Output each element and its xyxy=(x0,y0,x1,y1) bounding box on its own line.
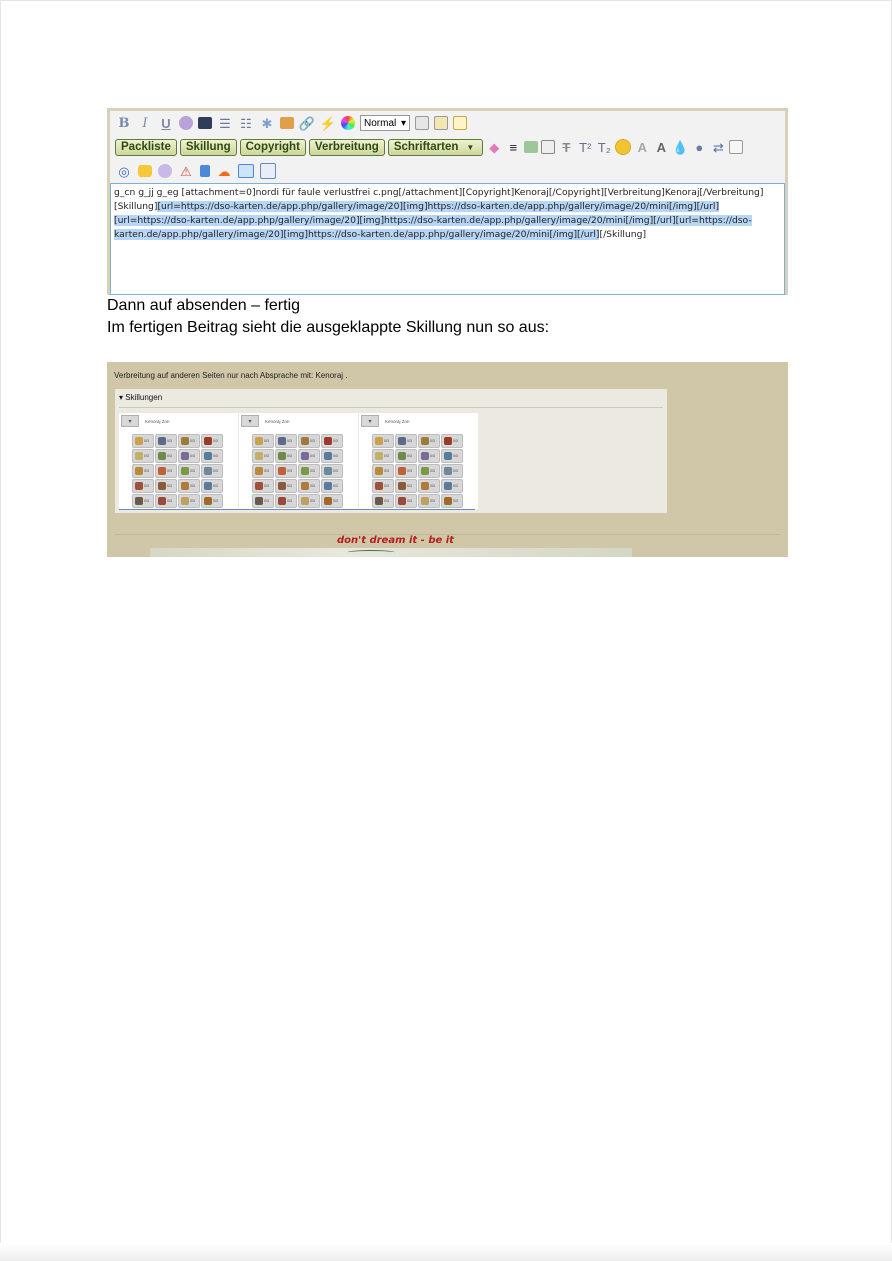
window-icon[interactable] xyxy=(541,140,555,154)
skill-grid xyxy=(372,434,463,508)
skill-icon xyxy=(324,437,332,445)
skill-level: 0/3 xyxy=(190,484,195,488)
box-icon[interactable] xyxy=(729,140,743,154)
speech-bubble-icon[interactable] xyxy=(158,164,172,178)
skill-cell xyxy=(178,434,200,448)
skill-level: 0/3 xyxy=(384,469,389,473)
content-selected: [url=https://dso-karten.de/app.php/gallery/image/20][img]https://dso-karten.de/app.php/gallery/image/20/mini[/img][/url][url=https://dso-karten.de/app.php/gallery/image/20][img]https://dso-karten.de/app.php/gallery/image/20/mini[/img][/url][url=https://dso-karten.de/app.php/gallery/image/20][img]https://dso-karten.de/app.php/gallery/image/20/mini[/img][/url] xyxy=(114,201,752,240)
skill-icon xyxy=(158,497,166,505)
skill-cell xyxy=(372,479,394,493)
skill-level: 0/3 xyxy=(287,484,292,488)
skill-icon xyxy=(421,452,429,460)
warning-icon[interactable]: ⚠ xyxy=(180,163,192,179)
skill-icon xyxy=(204,482,212,490)
skill-icon xyxy=(444,452,452,460)
skill-cell xyxy=(155,434,177,448)
skill-icon xyxy=(444,497,452,505)
skill-icon xyxy=(324,482,332,490)
message-textarea[interactable] xyxy=(110,183,785,295)
skill-cell xyxy=(298,494,320,508)
general-avatar-icon[interactable]: ▾ xyxy=(241,415,259,427)
skill-cell xyxy=(155,479,177,493)
skill-level: 0/3 xyxy=(407,454,412,458)
skill-level: 0/3 xyxy=(213,469,218,473)
skill-level: 0/3 xyxy=(167,484,172,488)
page-bottom-shadow xyxy=(0,1243,892,1261)
skill-panel xyxy=(359,413,478,509)
skill-icon xyxy=(181,437,189,445)
skill-level: 0/3 xyxy=(190,499,195,503)
schriftarten-dropdown[interactable] xyxy=(388,139,483,156)
skill-cell xyxy=(132,449,154,463)
skill-level: 0/3 xyxy=(407,484,412,488)
skill-level: 0/3 xyxy=(167,469,172,473)
chevron-down-icon: ▾ xyxy=(400,117,406,129)
skill-cell xyxy=(321,464,343,478)
spoiler-title[interactable]: ▾ Skillungen xyxy=(119,393,163,402)
skill-icon xyxy=(278,482,286,490)
info-icon[interactable] xyxy=(200,165,210,177)
drop-gray-icon[interactable]: ● xyxy=(695,139,704,155)
skill-level: 0/3 xyxy=(287,499,292,503)
skill-cell xyxy=(201,464,223,478)
skill-level: 0/3 xyxy=(287,439,292,443)
spoiler-bottom-line xyxy=(119,509,475,510)
skill-icon xyxy=(135,437,143,445)
skill-icon xyxy=(278,467,286,475)
skill-icon xyxy=(324,467,332,475)
skill-icon xyxy=(398,467,406,475)
video-icon[interactable] xyxy=(238,164,254,178)
skill-level: 0/3 xyxy=(430,439,435,443)
skill-level: 0/3 xyxy=(310,499,315,503)
skill-cell xyxy=(132,434,154,448)
skill-cell xyxy=(275,449,297,463)
skill-cell xyxy=(418,449,440,463)
skill-level: 0/3 xyxy=(384,499,389,503)
table-icon[interactable] xyxy=(524,141,538,153)
skill-panel xyxy=(239,413,358,509)
forum-post-screenshot xyxy=(107,362,788,557)
skill-icon xyxy=(301,452,309,460)
skill-level: 0/3 xyxy=(213,499,218,503)
drop-icon[interactable]: 💧 xyxy=(672,139,689,155)
skill-cell xyxy=(441,494,463,508)
skill-level: 0/3 xyxy=(453,454,458,458)
skill-level: 0/3 xyxy=(430,454,435,458)
skill-level: 0/3 xyxy=(453,484,458,488)
skill-icon xyxy=(324,497,332,505)
skill-icon xyxy=(444,482,452,490)
skill-icon xyxy=(444,467,452,475)
swap-icon[interactable]: ⇄ xyxy=(712,139,724,155)
copyright-button[interactable]: Copyright xyxy=(240,139,306,156)
skill-cell xyxy=(178,479,200,493)
skill-level: 0/3 xyxy=(407,439,412,443)
skillungen-spoiler[interactable] xyxy=(115,389,667,513)
skill-icon xyxy=(135,452,143,460)
skillung-button[interactable]: Skillung xyxy=(180,139,237,156)
skill-icon xyxy=(255,482,263,490)
skill-icon xyxy=(204,437,212,445)
skill-level: 0/3 xyxy=(167,454,172,458)
skill-panel-name: Kenoraj Zon xyxy=(265,418,290,424)
skill-cell xyxy=(155,464,177,478)
skill-icon xyxy=(398,437,406,445)
skill-level: 0/3 xyxy=(384,439,389,443)
skill-icon xyxy=(301,467,309,475)
packliste-button[interactable]: Packliste xyxy=(115,139,177,156)
color-icon[interactable] xyxy=(341,116,355,130)
skill-icon xyxy=(135,497,143,505)
bold-icon[interactable]: B xyxy=(118,115,130,131)
skill-panel-name: Kenoraj Zon xyxy=(145,418,170,424)
skill-icon xyxy=(204,452,212,460)
skill-level: 0/3 xyxy=(144,454,149,458)
skill-icon xyxy=(278,437,286,445)
signature-motto: don't dream it - be it xyxy=(337,535,454,546)
skill-level: 0/3 xyxy=(264,439,269,443)
skill-level: 0/3 xyxy=(310,469,315,473)
skill-cell xyxy=(275,464,297,478)
skill-cell xyxy=(441,434,463,448)
skill-cell xyxy=(395,494,417,508)
skill-icon xyxy=(255,437,263,445)
general-avatar-icon[interactable]: ▾ xyxy=(121,415,139,427)
skill-cell xyxy=(321,494,343,508)
skill-level: 0/3 xyxy=(310,484,315,488)
skill-level: 0/3 xyxy=(264,484,269,488)
editor-screenshot xyxy=(107,108,788,295)
skill-level: 0/3 xyxy=(144,484,149,488)
skill-level: 0/3 xyxy=(167,499,172,503)
skill-level: 0/3 xyxy=(310,439,315,443)
skill-icon xyxy=(135,482,143,490)
skill-icon xyxy=(301,497,309,505)
bullet-list-icon[interactable]: ☰ xyxy=(219,115,231,131)
skill-level: 0/3 xyxy=(190,469,195,473)
chevron-down-icon: ▼ xyxy=(466,142,475,152)
skill-icon xyxy=(444,437,452,445)
skill-cell xyxy=(441,449,463,463)
skill-cell xyxy=(395,479,417,493)
paste-format-icon[interactable] xyxy=(453,116,467,130)
spoiler-divider xyxy=(119,407,663,408)
skill-cell xyxy=(155,449,177,463)
skill-level: 0/3 xyxy=(453,499,458,503)
skill-panel-header xyxy=(361,415,476,427)
skill-level: 0/3 xyxy=(287,454,292,458)
font-size-select[interactable] xyxy=(360,115,410,131)
lock-icon[interactable] xyxy=(138,165,152,177)
skill-cell xyxy=(298,449,320,463)
eraser-icon[interactable]: ◆ xyxy=(489,139,500,155)
skill-level: 0/3 xyxy=(310,454,315,458)
extra-toolbar xyxy=(110,159,785,183)
skill-level: 0/3 xyxy=(213,439,218,443)
skill-level: 0/3 xyxy=(190,439,195,443)
skill-cell xyxy=(275,479,297,493)
skill-icon xyxy=(421,467,429,475)
skill-cell xyxy=(201,494,223,508)
custom-bbcode-toolbar xyxy=(110,135,785,159)
skill-level: 0/3 xyxy=(453,469,458,473)
skill-icon xyxy=(278,497,286,505)
skill-panel-header xyxy=(241,415,356,427)
hide-icon[interactable]: ◎ xyxy=(118,163,130,179)
highlight-icon[interactable] xyxy=(615,139,631,155)
skill-level: 0/3 xyxy=(264,499,269,503)
skill-icon xyxy=(375,482,383,490)
skill-icon xyxy=(181,482,189,490)
skill-icon xyxy=(158,467,166,475)
skill-icon xyxy=(421,437,429,445)
paste-icon[interactable] xyxy=(434,116,448,130)
spreadsheet-icon[interactable] xyxy=(260,163,276,179)
paragraph-result: Im fertigen Beitrag sieht die ausgeklappte Skillung nun so aus: xyxy=(107,319,550,336)
skill-icon xyxy=(181,467,189,475)
skill-cell xyxy=(321,434,343,448)
font-small-icon[interactable]: A xyxy=(637,139,647,155)
soundcloud-icon[interactable]: ☁ xyxy=(217,163,231,179)
subscript-icon[interactable]: T₂ xyxy=(597,139,611,155)
verbreitung-button[interactable]: Verbreitung xyxy=(309,139,385,156)
skill-cell xyxy=(252,494,274,508)
skill-icon xyxy=(204,497,212,505)
skill-icon xyxy=(255,452,263,460)
skill-cell xyxy=(418,479,440,493)
skill-cell xyxy=(298,479,320,493)
skill-icon xyxy=(158,482,166,490)
skill-cell xyxy=(372,494,394,508)
skill-level: 0/3 xyxy=(333,439,338,443)
copy-icon[interactable] xyxy=(415,116,429,130)
skill-icon xyxy=(278,452,286,460)
general-avatar-icon[interactable]: ▾ xyxy=(361,415,379,427)
skill-level: 0/3 xyxy=(453,439,458,443)
code-icon[interactable] xyxy=(198,117,212,129)
skill-level: 0/3 xyxy=(333,484,338,488)
font-size-value: Normal xyxy=(364,117,397,129)
skill-cell xyxy=(275,494,297,508)
skill-icon xyxy=(255,467,263,475)
skill-cell xyxy=(441,464,463,478)
skill-icon xyxy=(301,482,309,490)
signature-scrawl xyxy=(347,550,395,555)
skill-cell xyxy=(418,434,440,448)
skill-cell xyxy=(252,464,274,478)
skill-icon xyxy=(421,497,429,505)
skill-icon xyxy=(375,437,383,445)
paragraph-submit: Dann auf absenden – fertig xyxy=(107,297,301,314)
skill-cell xyxy=(395,449,417,463)
skill-icon xyxy=(158,452,166,460)
italic-icon[interactable]: I xyxy=(142,115,148,131)
content-skillung-close: [/Skillung] xyxy=(599,229,647,240)
distribution-note: Verbreitung auf anderen Seiten nur nach Absprache mit: Kenoraj . xyxy=(114,371,348,380)
skill-icon xyxy=(324,452,332,460)
skill-icon xyxy=(375,497,383,505)
skill-icon xyxy=(421,482,429,490)
skill-panel-name: Kenoraj Zon xyxy=(385,418,410,424)
skill-level: 0/3 xyxy=(144,499,149,503)
underline-icon[interactable]: U xyxy=(161,115,171,131)
skill-level: 0/3 xyxy=(430,469,435,473)
skill-cell xyxy=(372,464,394,478)
skill-icon xyxy=(301,437,309,445)
skill-level: 0/3 xyxy=(430,499,435,503)
align-center-icon[interactable]: ≡ xyxy=(509,139,518,155)
skill-icon xyxy=(181,497,189,505)
skill-icon xyxy=(398,482,406,490)
skill-cell xyxy=(155,494,177,508)
skill-level: 0/3 xyxy=(333,454,338,458)
skill-cell xyxy=(252,479,274,493)
skill-cell xyxy=(252,434,274,448)
skill-level: 0/3 xyxy=(287,469,292,473)
skill-cell xyxy=(321,449,343,463)
skill-panel-header xyxy=(121,415,236,427)
flash-icon[interactable]: ⚡ xyxy=(319,115,337,131)
skill-icon xyxy=(204,467,212,475)
skill-icon xyxy=(158,437,166,445)
skill-cell xyxy=(132,479,154,493)
skill-level: 0/3 xyxy=(384,484,389,488)
skill-icon xyxy=(398,497,406,505)
content-plain: g_cn g_jj g_eg [attachment=0]nordi für faule verlustfrei c.png[/attachment][Copyright]Kenoraj[/Copyright][Verbreitung]Kenoraj[/Verbreitung] xyxy=(114,187,764,198)
skill-cell xyxy=(298,464,320,478)
skill-cell xyxy=(441,479,463,493)
skill-level: 0/3 xyxy=(213,454,218,458)
skill-level: 0/3 xyxy=(407,499,412,503)
skill-cell xyxy=(201,479,223,493)
skill-level: 0/3 xyxy=(264,454,269,458)
skill-level: 0/3 xyxy=(144,439,149,443)
skill-icon xyxy=(135,467,143,475)
skill-cell xyxy=(132,464,154,478)
skill-level: 0/3 xyxy=(144,469,149,473)
skill-cell xyxy=(178,449,200,463)
skill-icon xyxy=(398,452,406,460)
content-skillung-open: [Skillung] xyxy=(114,201,158,212)
skill-level: 0/3 xyxy=(213,484,218,488)
skill-cell xyxy=(275,434,297,448)
skill-level: 0/3 xyxy=(264,469,269,473)
skill-cell xyxy=(178,464,200,478)
skill-cell xyxy=(395,434,417,448)
skill-cell xyxy=(132,494,154,508)
skill-cell xyxy=(178,494,200,508)
skill-cell xyxy=(372,434,394,448)
skill-level: 0/3 xyxy=(384,454,389,458)
skill-level: 0/3 xyxy=(430,484,435,488)
skill-level: 0/3 xyxy=(407,469,412,473)
skill-icon xyxy=(181,452,189,460)
list-item-icon[interactable]: ✱ xyxy=(261,115,273,131)
skill-grid xyxy=(132,434,223,508)
skill-level: 0/3 xyxy=(190,454,195,458)
skill-cell xyxy=(298,434,320,448)
skill-cell xyxy=(321,479,343,493)
skill-cell xyxy=(372,449,394,463)
strikethrough-icon[interactable]: T xyxy=(562,139,571,155)
skill-cell xyxy=(252,449,274,463)
skill-cell xyxy=(418,464,440,478)
formatting-toolbar xyxy=(110,111,785,135)
skill-panel xyxy=(119,413,238,509)
skill-cell xyxy=(201,434,223,448)
skill-grid xyxy=(252,434,343,508)
link-icon[interactable]: 🔗 xyxy=(298,115,316,131)
quote-icon[interactable] xyxy=(179,116,193,130)
superscript-icon[interactable]: T² xyxy=(579,139,592,155)
image-icon[interactable] xyxy=(280,117,294,129)
skill-cell xyxy=(201,449,223,463)
skill-icon xyxy=(255,497,263,505)
font-large-icon[interactable]: A xyxy=(656,139,666,155)
skill-level: 0/3 xyxy=(333,469,338,473)
skill-level: 0/3 xyxy=(167,439,172,443)
skill-cell xyxy=(418,494,440,508)
schriftarten-label: Schriftarten xyxy=(393,141,459,153)
skill-icon xyxy=(375,467,383,475)
skill-cell xyxy=(395,464,417,478)
skill-level: 0/3 xyxy=(333,499,338,503)
skill-icon xyxy=(375,452,383,460)
numbered-list-icon[interactable]: ☷ xyxy=(240,115,252,131)
